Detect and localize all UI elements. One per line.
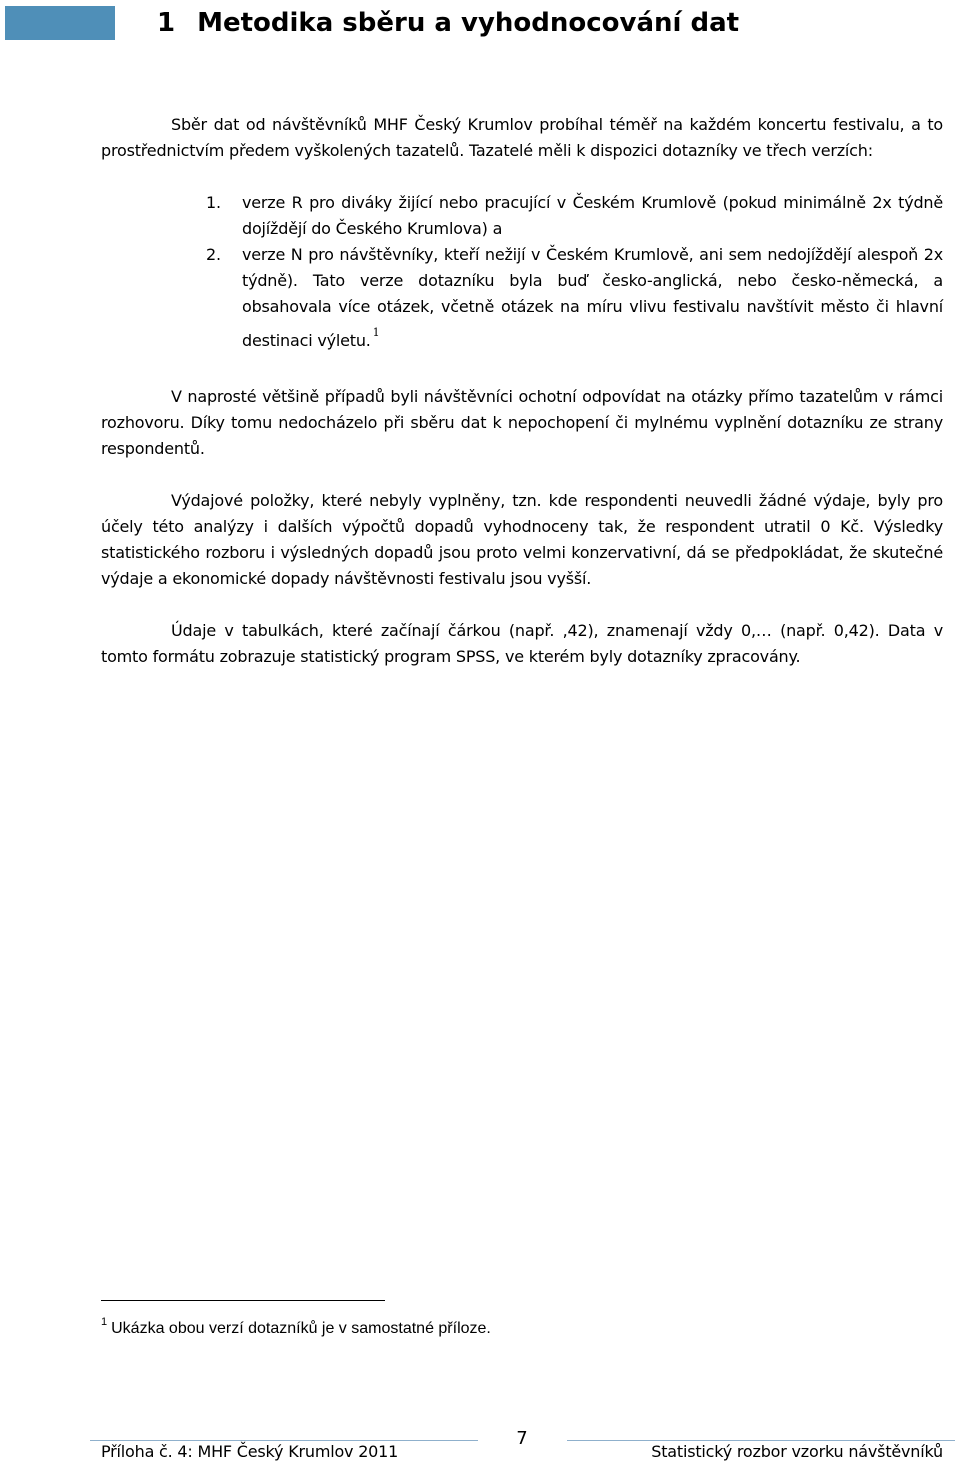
section-title: Metodika sběru a vyhodnocování dat	[197, 8, 740, 38]
page-number: 7	[516, 1428, 528, 1449]
paragraph-3-text: Údaje v tabulkách, které začínají čárkou (např. ,42), znamenají vždy 0,… (např. 0,42). Data v tomto formátu zobrazuje statistický program SPSS, ve kterém byly dotazníky zpracovány.	[101, 621, 943, 666]
footnote-reference[interactable]: 1	[372, 326, 380, 339]
paragraph-1-text: V naprosté většině případů byli návštěvníci ochotní odpovídat na otázky přímo tazatelům v rámci rozhovoru. Díky tomu nedocházelo při sběru dat k nepochopení či mylnému vyplnění dotazníku ze strany respondentů.	[101, 387, 943, 458]
footer-right-text: Statistický rozbor vzorku návštěvníků	[651, 1442, 943, 1461]
paragraph-2-text: Výdajové položky, které nebyly vyplněny, tzn. kde respondenti neuvedli žádné výdaje, byly pro účely této analýzy i dalších výpočtů dopadů vyhodnoceny tak, že respondent utratil 0 Kč. Výsledky statistického rozboru i výsledných dopadů jsou proto velmi konzervativní, dá se předpokládat, že skutečné výdaje a ekonomické dopady návštěvnosti festivalu jsou vyšší.	[101, 491, 943, 588]
list-item-1	[206, 190, 943, 242]
paragraph-3	[101, 618, 943, 670]
footer-left-text: Příloha č. 4: MHF Český Krumlov 2011	[101, 1442, 399, 1461]
paragraph-2	[101, 488, 943, 592]
footnote-separator	[101, 1300, 385, 1301]
list-marker-1: 1.	[206, 193, 221, 212]
list-item-2-content	[242, 242, 943, 354]
paragraph-1	[101, 384, 943, 462]
section-heading	[157, 4, 739, 42]
intro-text: Sběr dat od návštěvníků MHF Český Krumlov probíhal téměř na každém koncertu festivalu, a to prostřednictvím předem vyškolených tazatelů. Tazatelé měli k dispozici dotazníky ve třech verzích:	[101, 115, 943, 160]
list-item-1-text: verze R pro diváky žijící nebo pracující v Českém Krumlově (pokud minimálně 2x týdně dojíždějí do Českého Krumlova) a	[242, 193, 943, 238]
section-number: 1	[157, 8, 176, 38]
list-item-2-text: verze N pro návštěvníky, kteří nežijí v Českém Krumlově, ani sem nedojíždějí alespoň 2x týdně). Tato verze dotazníku byla buď česko-anglická, nebo česko-německá, a obsahovala více otázek, včetně otázek na míru vlivu festivalu navštívit město či hlavní destinaci výletu.	[242, 245, 943, 350]
intro-paragraph	[101, 112, 943, 164]
footnote-number: 1	[101, 1316, 108, 1328]
footer-rule-left	[90, 1440, 478, 1441]
footer-rule-right	[567, 1440, 955, 1441]
footnote	[101, 1310, 491, 1341]
list-marker-2: 2.	[206, 245, 221, 264]
heading-accent-bar	[5, 6, 115, 40]
footnote-text: Ukázka obou verzí dotazníků je v samostatné příloze.	[111, 1320, 491, 1337]
list-item-2	[206, 242, 943, 354]
